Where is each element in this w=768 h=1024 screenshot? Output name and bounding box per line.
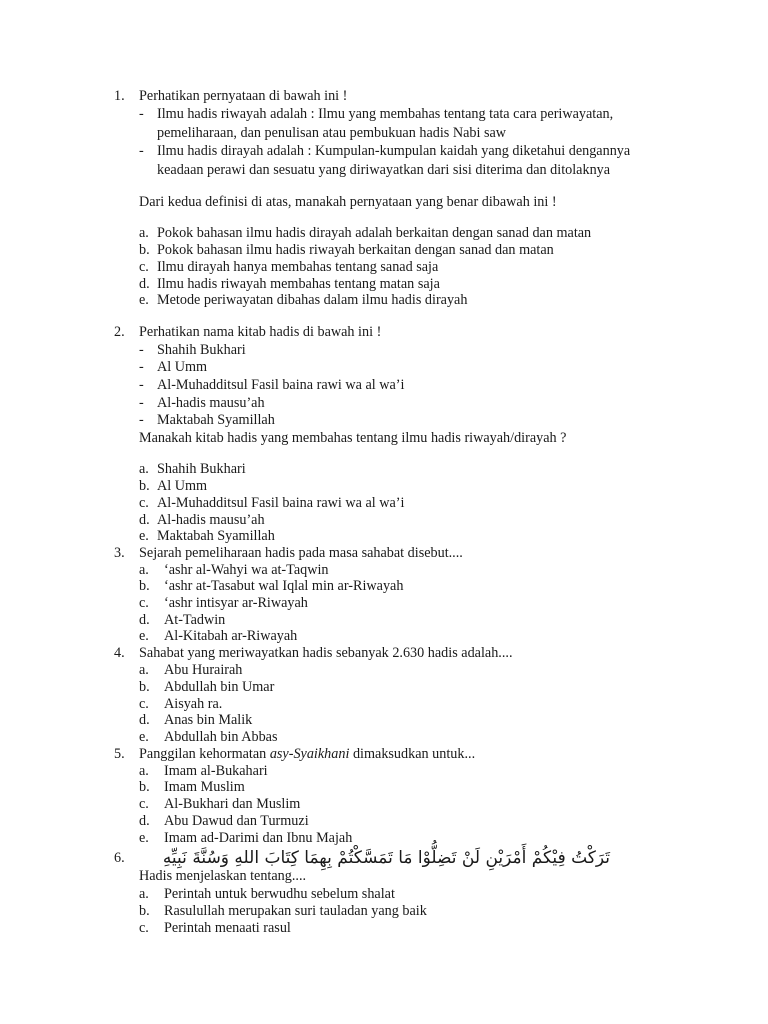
- kitab-item: Al Umm: [157, 359, 208, 375]
- arabic-hadith-text: تَرَكْتُ فِيْكُمْ أَمْرَيْنِ لَنْ تَضِلُّوْا مَا تَمَسَّكْتُمْ بِهِمَا كِتَابَ اللهِ وَسُنَّةَ نَبِيِّهِ: [162, 848, 610, 868]
- option-text: ‘ashr intisyar ar-Riwayah: [164, 595, 308, 611]
- option-text: Al-Muhadditsul Fasil baina rawi wa al wa’i: [157, 495, 405, 511]
- kitab-item: Al-Muhadditsul Fasil baina rawi wa al wa’i: [157, 377, 405, 393]
- option-letter: b.: [139, 779, 150, 795]
- option-letter: d.: [139, 512, 150, 528]
- option-text: Perintah untuk berwudhu sebelum shalat: [164, 886, 395, 902]
- option-text: ‘ashr al-Wahyi wa at-Taqwin: [164, 562, 329, 578]
- option-letter: e.: [139, 628, 149, 644]
- question-stem: Perhatikan nama kitab hadis di bawah ini !: [139, 324, 382, 340]
- option-letter: b.: [139, 578, 150, 594]
- option-text: Imam al-Bukahari: [164, 763, 268, 779]
- option-text: Abu Hurairah: [164, 662, 243, 678]
- option-letter: a.: [139, 763, 149, 779]
- option-letter: a.: [139, 461, 149, 477]
- option-letter: d.: [139, 813, 150, 829]
- question-number: 6.: [114, 850, 125, 866]
- kitab-item: Shahih Bukhari: [157, 342, 246, 358]
- bullet-dash: -: [139, 412, 144, 428]
- option-letter: c.: [139, 696, 149, 712]
- question-number: 5.: [114, 746, 125, 762]
- stem-text: dimaksudkan untuk...: [349, 746, 476, 762]
- option-letter: e.: [139, 729, 149, 745]
- option-text: Metode periwayatan dibahas dalam ilmu hadis dirayah: [157, 292, 468, 308]
- option-text: Rasulullah merupakan suri tauladan yang baik: [164, 903, 427, 919]
- option-letter: b.: [139, 242, 150, 258]
- bullet-dash: -: [139, 377, 144, 393]
- kitab-item: Maktabah Syamillah: [157, 412, 275, 428]
- option-letter: c.: [139, 920, 149, 936]
- option-letter: c.: [139, 796, 149, 812]
- option-text: Al Umm: [157, 478, 208, 494]
- option-letter: e.: [139, 830, 149, 846]
- option-text: Pokok bahasan ilmu hadis dirayah adalah berkaitan dengan sanad dan matan: [157, 225, 592, 241]
- option-text: Perintah menaati rasul: [164, 920, 291, 936]
- question-stem: Sejarah pemeliharaan hadis pada masa sahabat disebut....: [139, 545, 463, 561]
- option-letter: a.: [139, 886, 149, 902]
- option-text: Shahih Bukhari: [157, 461, 246, 477]
- question-stem: Perhatikan pernyataan di bawah ini !: [139, 88, 348, 104]
- option-letter: c.: [139, 595, 149, 611]
- question-stem: Hadis menjelaskan tentang....: [139, 868, 307, 884]
- option-text: Maktabah Syamillah: [157, 528, 275, 544]
- bullet-dash: -: [139, 106, 144, 122]
- option-text: Ilmu dirayah hanya membahas tentang sanad saja: [157, 259, 439, 275]
- option-letter: a.: [139, 662, 149, 678]
- option-letter: b.: [139, 478, 150, 494]
- option-text: Ilmu hadis riwayah membahas tentang matan saja: [157, 276, 440, 292]
- option-letter: b.: [139, 679, 150, 695]
- question-stem: Sahabat yang meriwayatkan hadis sebanyak 2.630 hadis adalah....: [139, 645, 513, 661]
- question-number: 3.: [114, 545, 125, 561]
- option-text: Abdullah bin Umar: [164, 679, 275, 695]
- question-stem: [139, 746, 475, 763]
- definition-text: keadaan perawi dan sesuatu yang diriwayatkan dari sisi diterima dan ditolaknya: [157, 162, 611, 178]
- question-number: 2.: [114, 324, 125, 340]
- option-letter: a.: [139, 562, 149, 578]
- option-text: Al-hadis mausu’ah: [157, 512, 265, 528]
- option-letter: b.: [139, 903, 150, 919]
- bullet-dash: -: [139, 342, 144, 358]
- definition-text: Ilmu hadis dirayah adalah : Kumpulan-kumpulan kaidah yang diketahui dengannya: [157, 143, 631, 159]
- option-text: Imam Muslim: [164, 779, 245, 795]
- option-letter: c.: [139, 495, 149, 511]
- option-text: Pokok bahasan ilmu hadis riwayah berkaitan dengan sanad dan matan: [157, 242, 554, 258]
- option-text: Imam ad-Darimi dan Ibnu Majah: [164, 830, 353, 846]
- option-letter: e.: [139, 292, 149, 308]
- option-text: Aisyah ra.: [164, 696, 223, 712]
- definition-text: pemeliharaan, dan penulisan atau pembukuan hadis Nabi saw: [157, 125, 507, 141]
- bullet-dash: -: [139, 143, 144, 159]
- option-letter: e.: [139, 528, 149, 544]
- question-prompt: Dari kedua definisi di atas, manakah pernyataan yang benar dibawah ini !: [139, 194, 557, 210]
- question-number: 1.: [114, 88, 125, 104]
- option-letter: d.: [139, 612, 150, 628]
- option-text: At-Tadwin: [164, 612, 226, 628]
- stem-text: Panggilan kehormatan: [139, 746, 270, 762]
- bullet-dash: -: [139, 395, 144, 411]
- bullet-dash: -: [139, 359, 144, 375]
- option-text: ‘ashr at-Tasabut wal Iqlal min ar-Riwayah: [164, 578, 404, 594]
- option-letter: d.: [139, 276, 150, 292]
- option-text: Al-Bukhari dan Muslim: [164, 796, 301, 812]
- option-letter: c.: [139, 259, 149, 275]
- option-letter: d.: [139, 712, 150, 728]
- stem-italic-term: asy-Syaikhani: [269, 746, 350, 762]
- option-letter: a.: [139, 225, 149, 241]
- definition-text: Ilmu hadis riwayah adalah : Ilmu yang membahas tentang tata cara periwayatan,: [157, 106, 614, 122]
- option-text: Abu Dawud dan Turmuzi: [164, 813, 309, 829]
- option-text: Anas bin Malik: [164, 712, 253, 728]
- option-text: Al-Kitabah ar-Riwayah: [164, 628, 298, 644]
- question-number: 4.: [114, 645, 125, 661]
- question-prompt: Manakah kitab hadis yang membahas tentang ilmu hadis riwayah/dirayah ?: [139, 430, 567, 446]
- kitab-item: Al-hadis mausu’ah: [157, 395, 265, 411]
- option-text: Abdullah bin Abbas: [164, 729, 278, 745]
